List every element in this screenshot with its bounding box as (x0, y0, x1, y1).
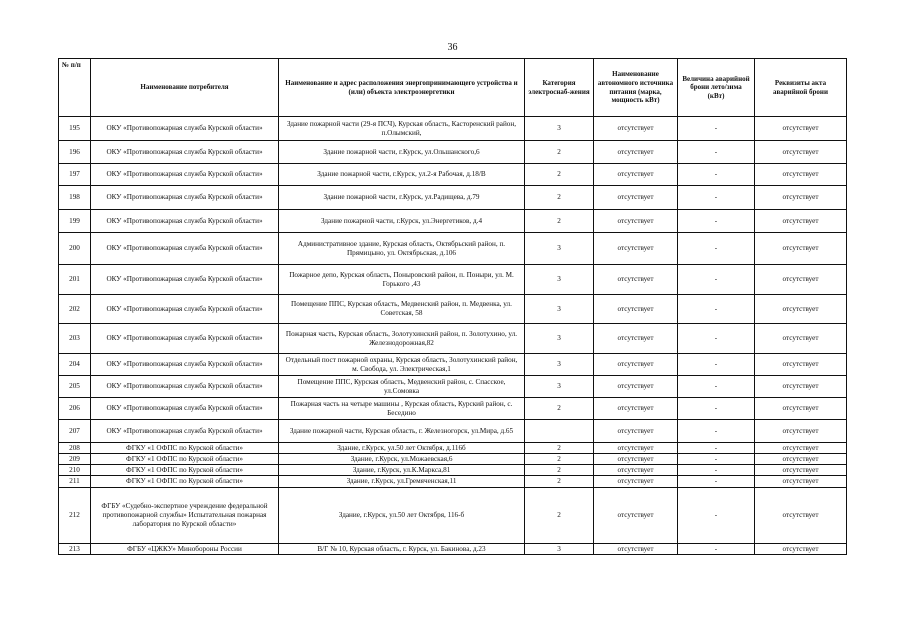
cell-consumer: ОКУ «Противопожарная служба Курской области» (91, 376, 279, 398)
consumers-table (58, 58, 847, 555)
cell-reserve: - (678, 324, 755, 354)
table-row (59, 295, 847, 324)
cell-reserve: - (678, 398, 755, 420)
cell-act: отсутствует (755, 141, 847, 164)
cell-device: Пожарная часть на четыре машины , Курская область, Курский район, с. Беседино (279, 398, 525, 420)
cell-num: 213 (59, 544, 91, 555)
table-row (59, 443, 847, 454)
cell-num: 203 (59, 324, 91, 354)
cell-source: отсутствует (594, 324, 678, 354)
cell-consumer: ОКУ «Противопожарная служба Курской области» (91, 398, 279, 420)
cell-category: 2 (525, 141, 594, 164)
cell-source: отсутствует (594, 354, 678, 376)
cell-category: 2 (525, 454, 594, 465)
cell-consumer: ФГКУ «1 ОФПС по Курской области» (91, 476, 279, 488)
cell-act: отсутствует (755, 488, 847, 544)
cell-consumer: ОКУ «Противопожарная служба Курской области» (91, 141, 279, 164)
cell-reserve: - (678, 354, 755, 376)
cell-category: 2 (525, 488, 594, 544)
cell-consumer: ОКУ «Противопожарная служба Курской области» (91, 117, 279, 141)
cell-reserve: - (678, 476, 755, 488)
cell-reserve: - (678, 443, 755, 454)
cell-device: Отдельный пост пожарной охраны, Курская область, Золотухинский район, м. Свобода, ул. Электрическая,1 (279, 354, 525, 376)
cell-reserve: - (678, 164, 755, 186)
cell-reserve: - (678, 376, 755, 398)
table-row (59, 420, 847, 443)
cell-source: отсутствует (594, 488, 678, 544)
table-header-row (59, 59, 847, 117)
cell-consumer: ОКУ «Противопожарная служба Курской области» (91, 265, 279, 295)
cell-source: отсутствует (594, 398, 678, 420)
cell-num: 208 (59, 443, 91, 454)
cell-category (525, 420, 594, 443)
cell-reserve: - (678, 544, 755, 555)
table-row (59, 376, 847, 398)
table-row (59, 488, 847, 544)
cell-act: отсутствует (755, 164, 847, 186)
cell-reserve: - (678, 420, 755, 443)
table-row (59, 544, 847, 555)
cell-reserve: - (678, 186, 755, 210)
cell-num: 197 (59, 164, 91, 186)
cell-num: 207 (59, 420, 91, 443)
cell-act: отсутствует (755, 376, 847, 398)
cell-consumer: ОКУ «Противопожарная служба Курской области» (91, 354, 279, 376)
cell-consumer: ОКУ «Противопожарная служба Курской области» (91, 164, 279, 186)
header-num: № п/п (59, 59, 91, 117)
cell-device: Административное здание, Курская область, Октябрьский район, п. Прямицыно, ул. Октябрьская, д.106 (279, 233, 525, 265)
cell-consumer: ФГБУ «ЦЖКУ» Минобороны России (91, 544, 279, 555)
cell-category: 3 (525, 376, 594, 398)
cell-source: отсутствует (594, 164, 678, 186)
cell-consumer: ФГКУ «1 ОФПС по Курской области» (91, 443, 279, 454)
table-row (59, 354, 847, 376)
cell-category: 3 (525, 233, 594, 265)
cell-category: 3 (525, 324, 594, 354)
table-row (59, 141, 847, 164)
cell-num: 200 (59, 233, 91, 265)
cell-act: отсутствует (755, 420, 847, 443)
table-row (59, 117, 847, 141)
cell-device: Здание, г.Курск, ул.Можаевская,6 (279, 454, 525, 465)
cell-act: отсутствует (755, 265, 847, 295)
cell-act: отсутствует (755, 544, 847, 555)
cell-device: Здание пожарной части, г.Курск, ул.Радищева, д.79 (279, 186, 525, 210)
cell-consumer: ОКУ «Противопожарная служба Курской области» (91, 210, 279, 233)
cell-consumer: ФГБУ «Судебно-экспертное учреждение федеральной противопожарной службы» Испытательная пожарная лаборатория по Курской области» (91, 488, 279, 544)
cell-category: 2 (525, 398, 594, 420)
cell-category: 3 (525, 544, 594, 555)
cell-num: 204 (59, 354, 91, 376)
cell-source: отсутствует (594, 465, 678, 476)
table-row (59, 164, 847, 186)
cell-reserve: - (678, 210, 755, 233)
cell-category: 3 (525, 117, 594, 141)
cell-act: отсутствует (755, 186, 847, 210)
table-row (59, 233, 847, 265)
cell-device: Здание, г.Курск, ул.Гремяченская,11 (279, 476, 525, 488)
cell-source: отсутствует (594, 186, 678, 210)
cell-category: 2 (525, 476, 594, 488)
header-consumer: Наименование потребителя (91, 59, 279, 117)
cell-source: отсутствует (594, 265, 678, 295)
cell-reserve: - (678, 233, 755, 265)
cell-device: Здание, г.Курск, ул.50 лет Октября, д.116б (279, 443, 525, 454)
header-act: Реквизиты акта аварийной брони (755, 59, 847, 117)
cell-act: отсутствует (755, 476, 847, 488)
cell-device: Пожарная часть, Курская область, Золотухинский район, п. Золотухино, ул. Железнодорожная,82 (279, 324, 525, 354)
cell-consumer: ОКУ «Противопожарная служба Курской области» (91, 186, 279, 210)
cell-num: 212 (59, 488, 91, 544)
cell-source: отсутствует (594, 141, 678, 164)
table-row (59, 265, 847, 295)
cell-device: Пожарное депо, Курская область, Поныровский район, п. Поныри, ул. М. Горького ,43 (279, 265, 525, 295)
cell-num: 210 (59, 465, 91, 476)
cell-category: 3 (525, 354, 594, 376)
cell-source: отсутствует (594, 544, 678, 555)
cell-act: отсутствует (755, 210, 847, 233)
cell-source: отсутствует (594, 376, 678, 398)
cell-device: Здание пожарной части, г.Курск, ул.2-я Рабочая, д.18/В (279, 164, 525, 186)
cell-act: отсутствует (755, 465, 847, 476)
cell-act: отсутствует (755, 295, 847, 324)
cell-device: Здание, г.Курск, ул.50 лет Октября, 116-б (279, 488, 525, 544)
cell-num: 198 (59, 186, 91, 210)
cell-num: 195 (59, 117, 91, 141)
cell-act: отсутствует (755, 324, 847, 354)
cell-category: 3 (525, 295, 594, 324)
cell-device: Помещение ППС, Курская область, Медвенский район, с. Спасское, ул.Сомовка (279, 376, 525, 398)
cell-num: 205 (59, 376, 91, 398)
header-reserve: Величина аварийной брони лето/зима (кВт) (678, 59, 755, 117)
cell-consumer: ФГКУ «1 ОФПС по Курской области» (91, 465, 279, 476)
table-row (59, 210, 847, 233)
cell-category: 3 (525, 265, 594, 295)
cell-act: отсутствует (755, 443, 847, 454)
cell-source: отсутствует (594, 476, 678, 488)
header-category: Категория электроснаб-жения (525, 59, 594, 117)
cell-num: 196 (59, 141, 91, 164)
cell-reserve: - (678, 465, 755, 476)
cell-num: 201 (59, 265, 91, 295)
cell-source: отсутствует (594, 210, 678, 233)
table-row (59, 186, 847, 210)
cell-num: 202 (59, 295, 91, 324)
cell-num: 206 (59, 398, 91, 420)
cell-device: В/Г № 10, Курская область, г. Курск, ул. Бакинова, д.23 (279, 544, 525, 555)
cell-act: отсутствует (755, 354, 847, 376)
cell-consumer: ФГКУ «1 ОФПС по Курской области» (91, 454, 279, 465)
table-row (59, 465, 847, 476)
cell-consumer: ОКУ «Противопожарная служба Курской области» (91, 233, 279, 265)
cell-consumer: ОКУ «Противопожарная служба Курской области» (91, 324, 279, 354)
cell-reserve: - (678, 295, 755, 324)
cell-category: 2 (525, 164, 594, 186)
cell-source: отсутствует (594, 454, 678, 465)
cell-reserve: - (678, 488, 755, 544)
cell-reserve: - (678, 265, 755, 295)
cell-reserve: - (678, 117, 755, 141)
table-body (59, 117, 847, 555)
cell-source: отсутствует (594, 233, 678, 265)
table-row (59, 476, 847, 488)
cell-device: Помещение ППС, Курская область, Медвенский район, п. Медвенка, ул. Советская, 58 (279, 295, 525, 324)
cell-num: 209 (59, 454, 91, 465)
cell-num: 199 (59, 210, 91, 233)
table-row (59, 324, 847, 354)
cell-source: отсутствует (594, 443, 678, 454)
cell-source: отсутствует (594, 295, 678, 324)
cell-category: 2 (525, 210, 594, 233)
page-number: 36 (447, 42, 458, 53)
cell-reserve: - (678, 141, 755, 164)
table-row (59, 398, 847, 420)
cell-source: отсутствует (594, 420, 678, 443)
cell-device: Здание пожарной части, Курская область, г. Железногорск, ул.Мира, д.65 (279, 420, 525, 443)
cell-category: 2 (525, 465, 594, 476)
cell-source: отсутствует (594, 117, 678, 141)
cell-consumer: ОКУ «Противопожарная служба Курской области» (91, 420, 279, 443)
cell-device: Здание пожарной части, г.Курск, ул.Энергетиков, д.4 (279, 210, 525, 233)
cell-device: Здание пожарной части (29-я ПСЧ), Курская область, Касторенский район, п.Олымский, (279, 117, 525, 141)
cell-device: Здание пожарной части, г.Курск, ул.Ольшанского,6 (279, 141, 525, 164)
cell-act: отсутствует (755, 117, 847, 141)
cell-category: 2 (525, 443, 594, 454)
header-device: Наименование и адрес расположения энергопринимающего устройства и (или) объекта электроэнергетики (279, 59, 525, 117)
cell-consumer: ОКУ «Противопожарная служба Курской области» (91, 295, 279, 324)
cell-act: отсутствует (755, 454, 847, 465)
cell-act: отсутствует (755, 398, 847, 420)
header-source: Наименование автономного источника питания (марка, мощность кВт) (594, 59, 678, 117)
table-row (59, 454, 847, 465)
cell-category: 2 (525, 186, 594, 210)
cell-reserve: - (678, 454, 755, 465)
cell-num: 211 (59, 476, 91, 488)
cell-device: Здание, г.Курск, ул.К.Маркса,81 (279, 465, 525, 476)
cell-act: отсутствует (755, 233, 847, 265)
